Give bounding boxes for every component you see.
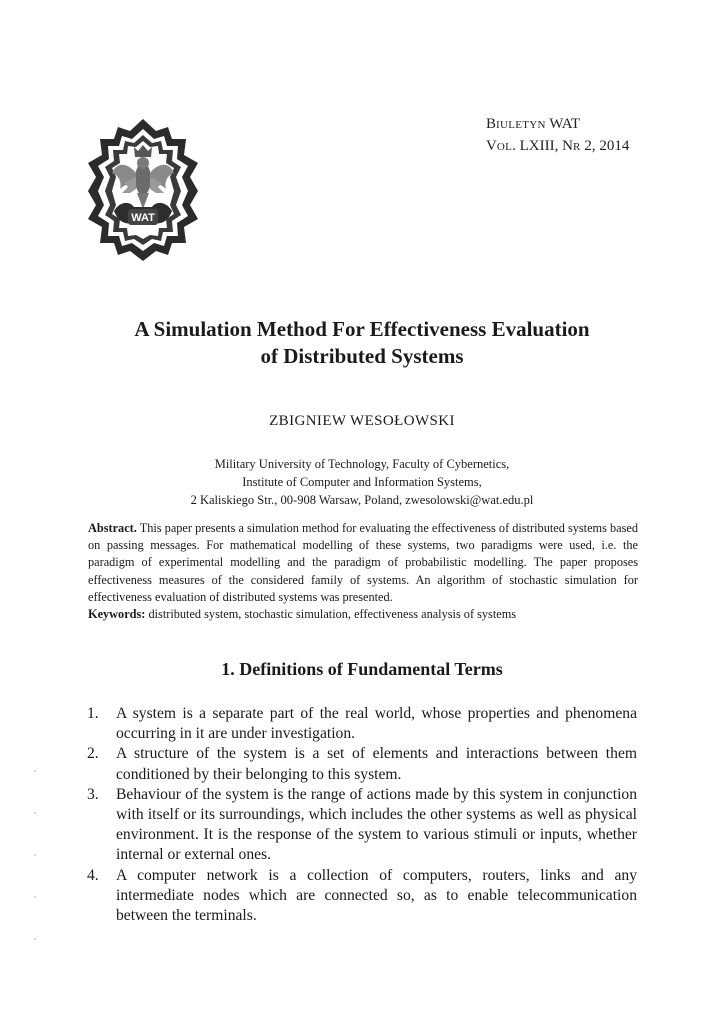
list-item-text: A system is a separate part of the real world, whose properties and phenomena occurring in it are under investigation. [116, 705, 637, 743]
list-item [87, 785, 637, 866]
list-item [87, 866, 637, 927]
wat-emblem-logo [86, 117, 200, 263]
journal-name: BIULETYN WAT [486, 116, 581, 132]
list-item [87, 744, 637, 784]
keywords-line [88, 606, 638, 623]
list-item-number: 1. [87, 705, 99, 722]
paper-title [0, 316, 724, 370]
abstract-text: This paper presents a simulation method for evaluating the effectiveness of distributed systems based on passing messages. For mathematical modelling of these systems, two paradigms were used, i.e. the paradigm of experimental modelling and the paradigm of probabilistic modelling. The paper proposes effectiveness measures of the considered family of systems. An algorithm of stochastic simulation for effectiveness evaluation of distributed systems was presented. [88, 521, 638, 604]
keywords-label: Keywords: [88, 607, 146, 622]
list-item [87, 704, 637, 744]
abstract-block [88, 520, 638, 623]
list-item-text: Behaviour of the system is the range of actions made by this system in conjunction with itself or its surroundings, which includes the other systems as well as physical environment. It is the response of the system to various stimuli or inputs, whether internal or external ones. [116, 785, 637, 864]
list-item-number: 4. [87, 866, 99, 884]
list-item-text: A structure of the system is a set of elements and interactions between them conditioned by their belonging to this system. [116, 745, 637, 783]
title-line-1: A Simulation Method For Effectiveness Evaluation [134, 317, 590, 341]
keywords-text: distributed system, stochastic simulation, effectiveness analysis of systems [148, 607, 517, 622]
list-item-text: A computer network is a collection of computers, routers, links and any intermediate nodes which are connected so, as to enable telecommunication between the terminals. [116, 866, 637, 925]
affiliation-line-1: Military University of Technology, Faculty of Cybernetics, [214, 457, 510, 471]
margin-mark [34, 896, 36, 898]
journal-volume: VOL. LXIII, NR 2, 2014 [486, 138, 630, 154]
margin-mark [34, 770, 36, 772]
definition-list [87, 704, 637, 926]
list-item-number: 2. [87, 745, 99, 763]
abstract-paragraph [88, 520, 638, 606]
section-heading: 1. Definitions of Fundamental Terms [221, 659, 503, 679]
margin-mark [34, 854, 36, 856]
abstract-label: Abstract. [88, 521, 137, 535]
journal-info [486, 114, 629, 158]
affiliation-line-2: Institute of Computer and Information Systems, [242, 475, 482, 489]
margin-marks [34, 770, 40, 950]
author-name: ZBIGNIEW WESOŁOWSKI [269, 413, 455, 429]
eagle-emblem-icon [86, 117, 200, 263]
margin-mark [34, 938, 36, 940]
list-item-number: 3. [87, 785, 99, 803]
affiliation-line-3: 2 Kaliskiego Str., 00-908 Warsaw, Poland, zwesolowski@wat.edu.pl [190, 493, 534, 507]
title-line-2: of Distributed Systems [260, 344, 464, 368]
logo-text: WAT [131, 212, 155, 224]
author-affiliation [0, 455, 724, 509]
margin-mark [34, 812, 36, 814]
